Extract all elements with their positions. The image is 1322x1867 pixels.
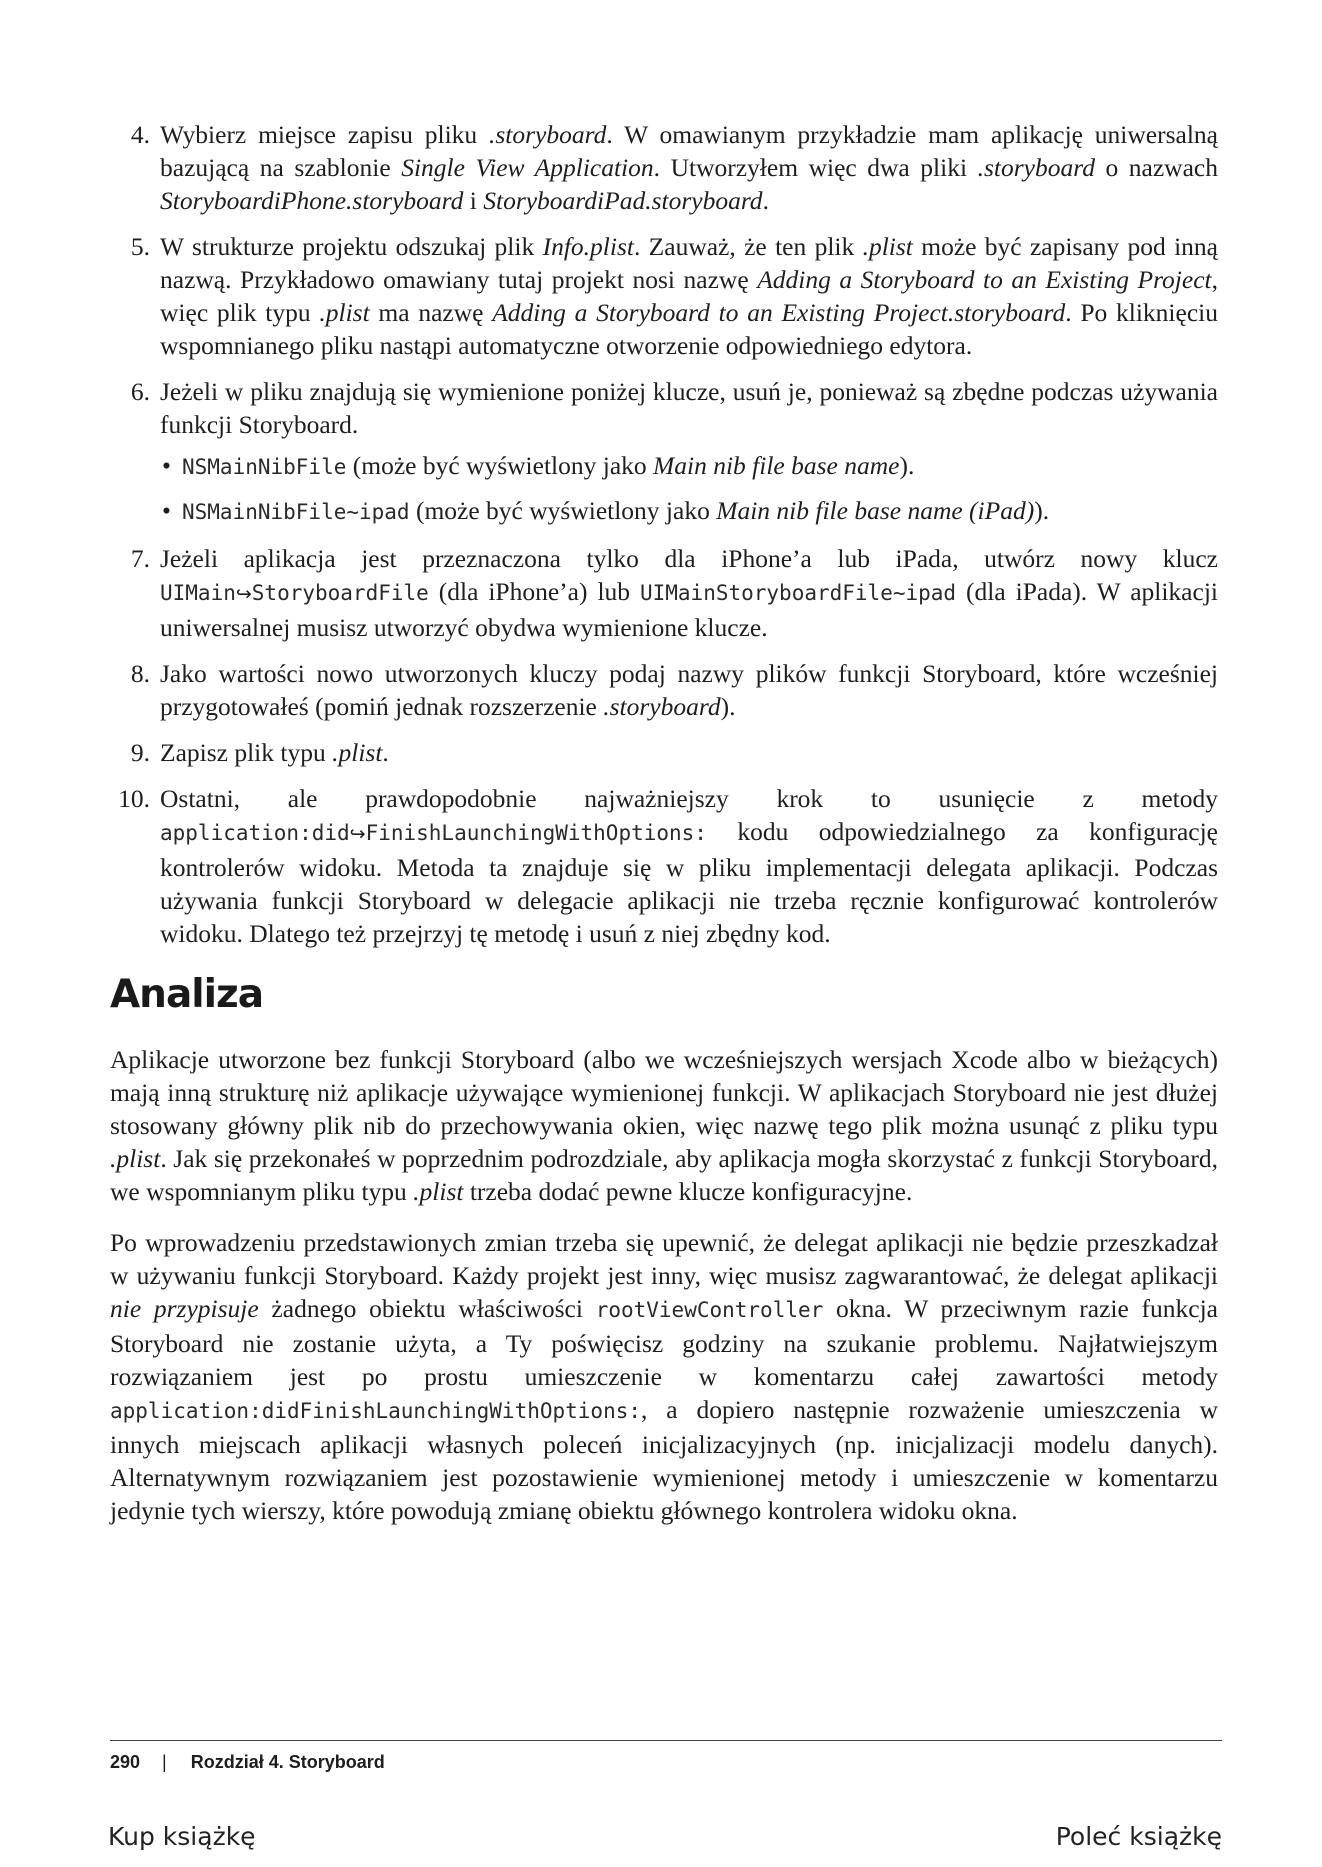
text-run: . bbox=[382, 738, 389, 767]
text-run: . Zauważ, że ten plik bbox=[633, 232, 863, 261]
recommend-book-link[interactable]: Poleć książkę bbox=[1055, 1822, 1222, 1851]
line-continuation-icon: ↪ bbox=[235, 583, 252, 605]
text-run: . Utworzyłem więc dwa pliki bbox=[653, 153, 978, 182]
text-run: . Jak się przekonałeś w poprzednim podrozdziale, aby aplikacja mogła skorzystać z funkcji Storyboard, we wspomnianym pliku typu bbox=[110, 1144, 1218, 1206]
text-run: W strukturze projektu odszukaj plik bbox=[160, 232, 543, 261]
text-run: i bbox=[463, 186, 484, 215]
list-item bbox=[110, 542, 1218, 644]
text-run: (dla iPhone’a) lub bbox=[428, 577, 640, 606]
bullet-icon: • bbox=[162, 496, 171, 525]
step-text bbox=[160, 738, 389, 767]
italic-text: StoryboardiPad.storyboard bbox=[483, 186, 763, 215]
text-run: ). bbox=[1034, 496, 1050, 525]
code-text: FinishLaunchingWithOptions: bbox=[365, 821, 707, 845]
text-run: Ostatni, ale prawdopodobnie najważniejszy krok to usunięcie z metody bbox=[160, 784, 1218, 813]
footer-rule bbox=[110, 1740, 1222, 1741]
italic-text: .storyboard bbox=[977, 153, 1095, 182]
text-run: (może być wyświetlony jako bbox=[409, 496, 717, 525]
italic-text: Info.plist bbox=[542, 232, 634, 261]
italic-text: StoryboardiPhone.storyboard bbox=[160, 186, 464, 215]
italic-text: Adding a Storyboard to an Existing Project bbox=[757, 265, 1212, 294]
bullet-item bbox=[160, 494, 1218, 529]
text-run: , więc plik typu bbox=[160, 265, 1218, 327]
text-run: . W omawianym przykładzie mam aplikację uniwersalną bazującą na szablonie bbox=[160, 120, 1218, 182]
list-item bbox=[110, 657, 1218, 723]
text-run: trzeba dodać pewne klucze konfiguracyjne. bbox=[463, 1177, 913, 1206]
buy-book-link[interactable]: Kup książkę bbox=[108, 1822, 256, 1851]
page-number: 290 bbox=[110, 1752, 141, 1772]
text-run: Wybierz miejsce zapisu pliku bbox=[160, 120, 489, 149]
step-number: 6. bbox=[130, 377, 150, 406]
text-run: kodu odpowiedzialnego za konfigurację kontrolerów widoku. Metoda ta znajduje się w pliku implementacji delegata aplikacji. Podczas używania funkcji Storyboard w delegacie aplikacji nie trzeba ręcznie konfigurować kontrolerów widoku. Dlatego też przejrzyj tę metodę i usuń z niej zbędny kod. bbox=[160, 817, 1218, 948]
step-text bbox=[160, 659, 1218, 721]
text-run: Zapisz plik typu bbox=[160, 738, 333, 767]
code-text: NSMainNibFile bbox=[182, 455, 347, 479]
code-text: UIMainStoryboardFile~ipad bbox=[639, 581, 957, 605]
text-run: ). bbox=[720, 692, 736, 721]
code-text: NSMainNibFile~ipad bbox=[182, 500, 410, 524]
paragraph bbox=[110, 1226, 1218, 1527]
footer-separator: | bbox=[162, 1752, 167, 1772]
italic-text: Adding a Storyboard to an Existing Project.storyboard bbox=[492, 298, 1066, 327]
step-text bbox=[160, 784, 1218, 948]
section-heading: Analiza bbox=[110, 972, 264, 1017]
step-number: 10. bbox=[118, 784, 150, 813]
italic-text: nie przypisuje bbox=[110, 1294, 259, 1323]
page-content bbox=[110, 118, 1218, 1545]
step-text bbox=[160, 544, 1218, 642]
text-run: Aplikacje utworzone bez funkcji Storyboard (albo we wcześniejszych wersjach Xcode albo w bieżących) mają inną strukturę niż aplikacje używające wymienionej funkcji. W aplikacjach Storyboard nie jest dłużej stosowany główny plik nib do przechowywania okien, więc nazwę tego plik można usunąć z pliku typu bbox=[110, 1045, 1218, 1140]
step-number: 8. bbox=[130, 659, 150, 688]
code-text: UIMain bbox=[160, 581, 236, 605]
text-run: Jeżeli aplikacja jest przeznaczona tylko dla iPhone’a lub iPada, utwórz nowy klucz bbox=[160, 544, 1218, 573]
italic-text: Main nib file base name bbox=[653, 451, 900, 480]
code-text: application:did bbox=[160, 821, 350, 845]
text-run: , a dopiero następnie rozważenie umieszczenia w innych miejscach aplikacji własnych poleceń inicjalizacyjnych (np. inicjalizacji modelu danych). Alternatywnym rozwiązaniem jest pozostawienie wymienionej metody i umieszczenie w komentarzu jedynie tych wierszy, które powodują zmianę obiektu głównego kontrolera widoku okna. bbox=[110, 1395, 1218, 1525]
text-run: Jako wartości nowo utworzonych kluczy podaj nazwy plików funkcji Storyboard, które wcześniej przygotowałeś (pomiń jednak rozszerzenie bbox=[160, 659, 1218, 721]
text-run: Po wprowadzeniu przedstawionych zmian trzeba się upewnić, że delegat aplikacji nie będzie przeszkadzał w używaniu funkcji Storyboard. Każdy projekt jest inny, więc musisz zagwarantować, że delegat aplikacji bbox=[110, 1228, 1218, 1290]
text-run: (może być wyświetlony jako bbox=[346, 451, 654, 480]
italic-text: .plist bbox=[332, 738, 383, 767]
line-continuation-icon: ↪ bbox=[349, 823, 366, 845]
running-footer bbox=[110, 1752, 385, 1773]
step-number: 7. bbox=[130, 544, 150, 573]
list-item bbox=[110, 736, 1218, 769]
text-run: może być zapisany pod inną nazwą. Przykładowo omawiany tutaj projekt nosi nazwę bbox=[160, 232, 1218, 294]
text-run: żadnego obiektu właściwości bbox=[258, 1294, 596, 1323]
list-item bbox=[110, 375, 1218, 529]
italic-text: Single View Application bbox=[401, 153, 654, 182]
italic-text: .storyboard bbox=[603, 692, 721, 721]
italic-text: .plist bbox=[319, 298, 370, 327]
list-item bbox=[110, 782, 1218, 950]
text-run: ma nazwę bbox=[369, 298, 493, 327]
italic-text: .plist bbox=[862, 232, 913, 261]
step-number: 5. bbox=[130, 232, 150, 261]
text-run: o nazwach bbox=[1094, 153, 1218, 182]
bullet-item bbox=[160, 449, 1218, 484]
code-text: rootViewController bbox=[595, 1298, 824, 1322]
italic-text: .plist bbox=[413, 1177, 464, 1206]
chapter-title: Rozdział 4. Storyboard bbox=[190, 1752, 385, 1772]
step-number: 4. bbox=[130, 120, 150, 149]
step-text bbox=[160, 377, 1218, 439]
list-item bbox=[110, 118, 1218, 217]
step-text bbox=[160, 232, 1218, 360]
step-number: 9. bbox=[130, 738, 150, 767]
italic-text: .plist bbox=[110, 1144, 161, 1173]
italic-text: Main nib file base name (iPad) bbox=[716, 496, 1035, 525]
text-run: . bbox=[762, 186, 769, 215]
text-run: ). bbox=[899, 451, 915, 480]
code-text: StoryboardFile bbox=[251, 581, 429, 605]
bullet-icon: • bbox=[162, 451, 171, 480]
code-text: application:didFinishLaunchingWithOptions: bbox=[110, 1399, 642, 1423]
italic-text: .storyboard bbox=[488, 120, 607, 149]
step-text bbox=[160, 120, 1218, 215]
text-run: . Po kliknięciu wspomnianego pliku nastąpi automatyczne otworzenie odpowiedniego edytora. bbox=[160, 298, 1218, 360]
steps-list bbox=[110, 118, 1218, 950]
text-run: (dla iPada). W aplikacji uniwersalnej musisz utworzyć obydwa wymienione klucze. bbox=[160, 577, 1218, 642]
list-item bbox=[110, 230, 1218, 362]
bullet-list bbox=[160, 449, 1218, 529]
text-run: Jeżeli w pliku znajdują się wymienione poniżej klucze, usuń je, ponieważ są zbędne podczas używania funkcji Storyboard. bbox=[160, 377, 1218, 439]
paragraph bbox=[110, 1043, 1218, 1208]
body-text bbox=[110, 1043, 1218, 1527]
text-run: okna. W przeciwnym razie funkcja Storyboard nie zostanie użyta, a Ty poświęcisz godziny na szukanie problemu. Najłatwiejszym rozwiązaniem jest po prostu umieszczenie w komentarzu całej zawartości metody bbox=[110, 1294, 1218, 1391]
